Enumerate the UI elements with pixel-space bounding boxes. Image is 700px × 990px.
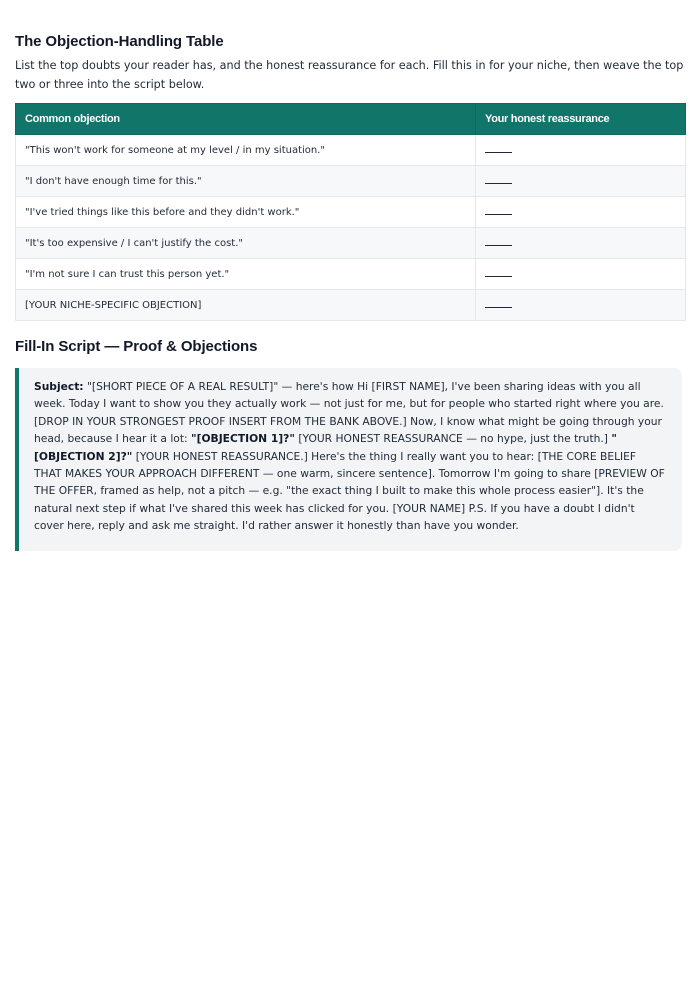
script-part-1: "[SHORT PIECE OF A REAL RESULT]" — here's how Hi [FIRST NAME], I've been sharing ideas with you all week. Today I want to show you they actually work — not just for me, but for people who started right where you are. [DROP IN YOUR STRONGEST PROOF INSERT FROM THE BANK ABOVE.] Now, I know what might be going through your head, because I hear it a lot:: [34, 380, 664, 446]
fill-in-blank: [485, 301, 512, 308]
reassurance-cell[interactable]: [476, 166, 686, 197]
table-row: [16, 135, 686, 166]
reassurance-cell[interactable]: [476, 135, 686, 166]
script-body: [34, 378, 666, 535]
column-header-objection: Common objection: [16, 104, 476, 135]
table-intro: List the top doubts your reader has, and the honest reassurance for each. Fill this in for your niche, then weave the top two or three into the script below.: [15, 59, 684, 91]
script-callout: [15, 368, 682, 551]
script-heading: Fill-In Script — Proof & Objections: [15, 338, 258, 355]
objection-cell: "I've tried things like this before and they didn't work.": [16, 197, 476, 228]
subject-label: Subject:: [34, 380, 84, 393]
table-heading: The Objection-Handling Table: [15, 33, 224, 50]
objection-cell: [YOUR NICHE-SPECIFIC OBJECTION]: [16, 290, 476, 321]
table-row: [16, 290, 686, 321]
script-part-2: [YOUR HONEST REASSURANCE — no hype, just the truth.]: [294, 432, 612, 446]
objection-1-placeholder: "[OBJECTION 1]?": [191, 432, 295, 446]
fill-in-blank: [485, 146, 512, 153]
fill-in-blank: [485, 270, 512, 277]
table-header-row: [16, 104, 686, 135]
reassurance-cell[interactable]: [476, 228, 686, 259]
objection-cell: "It's too expensive / I can't justify the cost.": [16, 228, 476, 259]
script-part-3: [YOUR HONEST REASSURANCE.] Here's the thing I really want you to hear: [THE CORE BELIEF THAT MAKES YOUR APPROACH DIFFERENT — one warm, sincere sentence]. Tomorrow I'm going to share [PREVIEW OF THE OFFER, framed as help, not a pitch — e.g. "the exact thing I built to make this whole process easier"]. It's the natural next step if what I've shared this week has clicked for you. [YOUR NAME] P.S. If you have a doubt I didn't cover here, reply and ask me straight. I'd rather answer it honestly than have you wonder.: [34, 449, 665, 533]
fill-in-blank: [485, 239, 512, 246]
reassurance-cell[interactable]: [476, 259, 686, 290]
fill-in-blank: [485, 208, 512, 215]
table-row: [16, 197, 686, 228]
column-header-reassurance: Your honest reassurance: [476, 104, 686, 135]
objection-cell: "This won't work for someone at my level / in my situation.": [16, 135, 476, 166]
objection-2-placeholder: "[OBJECTION 2]?": [34, 432, 617, 463]
reassurance-cell[interactable]: [476, 290, 686, 321]
reassurance-cell[interactable]: [476, 197, 686, 228]
objection-cell: "I don't have enough time for this.": [16, 166, 476, 197]
objection-table: [15, 103, 686, 321]
table-row: [16, 228, 686, 259]
table-row: [16, 259, 686, 290]
fill-in-blank: [485, 177, 512, 184]
table-row: [16, 166, 686, 197]
objection-cell: "I'm not sure I can trust this person yet.": [16, 259, 476, 290]
